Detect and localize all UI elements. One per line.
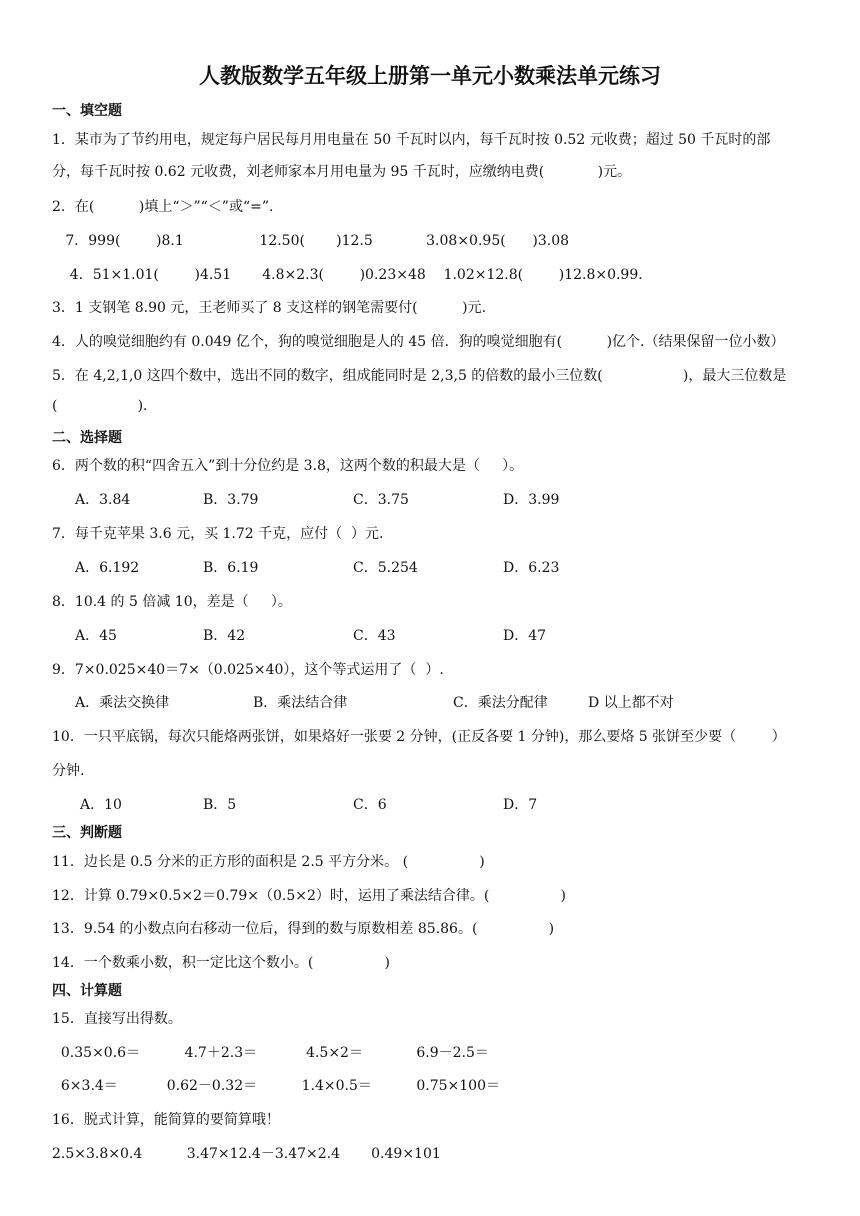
q7-option-a: A．6.192 bbox=[75, 560, 140, 576]
q8-option-a: A．45 bbox=[75, 628, 117, 644]
section-true-false: 三、判断题 bbox=[52, 825, 122, 841]
q10-option-b: B．5 bbox=[203, 797, 237, 813]
question-2-row-2: 4．51×1.01( )4.51 4.8×2.3( )0.23×48 1.02×12.8( )12.8×0.99． bbox=[52, 267, 653, 283]
question-3: 3．1 支钢笔 8.90 元，王老师买了 8 支这样的钢笔需要付( )元. bbox=[52, 300, 487, 316]
question-16-expressions: 2.5×3.8×0.4 3.47×12.4－3.47×2.4 0.49×101 bbox=[52, 1146, 441, 1162]
question-1-line-2: 分，每千瓦时按 0.62 元收费，刘老师家本月用电量为 95 千瓦时，应缴纳电费( )元。 bbox=[52, 164, 632, 180]
q10-option-d: D．7 bbox=[503, 797, 538, 813]
question-15-row-2: 6×3.4＝ 0.62－0.32＝ 1.4×0.5＝ 0.75×100＝ bbox=[52, 1078, 500, 1094]
question-6: 6．两个数的积“四舍五入”到十分位约是 3.8，这两个数的积最大是（ ）。 bbox=[52, 458, 524, 474]
section-fill-in: 一、填空题 bbox=[52, 103, 122, 119]
question-10-line-1: 10．一只平底锅，每次只能烙两张饼，如果烙好一张要 2 分钟，(正反各要 1 分钟)，那么要烙 5 张饼至少要（ ） bbox=[52, 729, 786, 745]
question-2-row-1: 7．999( )8.1 12.50( )12.5 3.08×0.95( )3.08 bbox=[52, 233, 570, 249]
question-10-line-2: 分钟. bbox=[52, 763, 85, 779]
question-15: 15．直接写出得数。 bbox=[52, 1011, 182, 1027]
question-15-row-1: 0.35×0.6＝ 4.7＋2.3＝ 4.5×2＝ 6.9－2.5＝ bbox=[52, 1045, 489, 1061]
section-calculation: 四、计算题 bbox=[52, 983, 122, 999]
question-5-line-1: 5．在 4,2,1,0 这四个数中，选出不同的数字，组成能同时是 2,3,5 的倍数的最小三位数( )，最大三位数是 bbox=[52, 368, 787, 384]
q6-option-b: B．3.79 bbox=[203, 492, 259, 508]
page-title: 人教版数学五年级上册第一单元小数乘法单元练习 bbox=[199, 64, 661, 88]
question-1-line-1: 1．某市为了节约用电，规定每户居民每月用电量在 50 千瓦时以内，每千瓦时按 0.52 元收费；超过 50 千瓦时的部 bbox=[52, 132, 771, 148]
q9-option-d: D 以上都不对 bbox=[588, 695, 674, 711]
question-11: 11．边长是 0.5 分米的正方形的面积是 2.5 平方分米。 ( ) bbox=[52, 854, 485, 870]
question-13: 13．9.54 的小数点向右移动一位后，得到的数与原数相差 85.86。( ) bbox=[52, 921, 555, 937]
q6-option-c: C．3.75 bbox=[353, 492, 409, 508]
question-7: 7．每千克苹果 3.6 元，买 1.72 千克，应付（ ）元. bbox=[52, 526, 384, 542]
q7-option-b: B．6.19 bbox=[203, 560, 259, 576]
q7-option-d: D．6.23 bbox=[503, 560, 560, 576]
question-5-line-2: ( ). bbox=[52, 398, 148, 414]
q10-option-c: C．6 bbox=[353, 797, 387, 813]
q6-option-a: A．3.84 bbox=[75, 492, 131, 508]
question-14: 14．一个数乘小数，积一定比这个数小。( ) bbox=[52, 955, 390, 971]
q10-option-a: A．10 bbox=[80, 797, 122, 813]
section-choice: 二、选择题 bbox=[52, 430, 122, 446]
q9-option-a: A．乘法交换律 bbox=[75, 695, 170, 711]
question-2: 2．在( )填上“＞”“＜”或“=”. bbox=[52, 199, 274, 215]
question-9: 9．7×0.025×40＝7×（0.025×40），这个等式运用了（ ）. bbox=[52, 662, 444, 678]
question-12: 12．计算 0.79×0.5×2＝0.79×（0.5×2）时，运用了乘法结合律。( ) bbox=[52, 888, 566, 904]
question-4: 4．人的嗅觉细胞约有 0.049 亿个，狗的嗅觉细胞是人的 45 倍．狗的嗅觉细胞有( )亿个.（结果保留一位小数） bbox=[52, 334, 785, 350]
q8-option-d: D．47 bbox=[503, 628, 547, 644]
q6-option-d: D．3.99 bbox=[503, 492, 560, 508]
question-8: 8．10.4 的 5 倍减 10，差是（ ）。 bbox=[52, 594, 292, 610]
q9-option-c: C．乘法分配律 bbox=[453, 695, 548, 711]
q9-option-b: B．乘法结合律 bbox=[253, 695, 348, 711]
question-16: 16．脱式计算，能简算的要简算哦！ bbox=[52, 1112, 280, 1128]
q7-option-c: C．5.254 bbox=[353, 560, 418, 576]
q8-option-b: B．42 bbox=[203, 628, 246, 644]
q8-option-c: C．43 bbox=[353, 628, 396, 644]
